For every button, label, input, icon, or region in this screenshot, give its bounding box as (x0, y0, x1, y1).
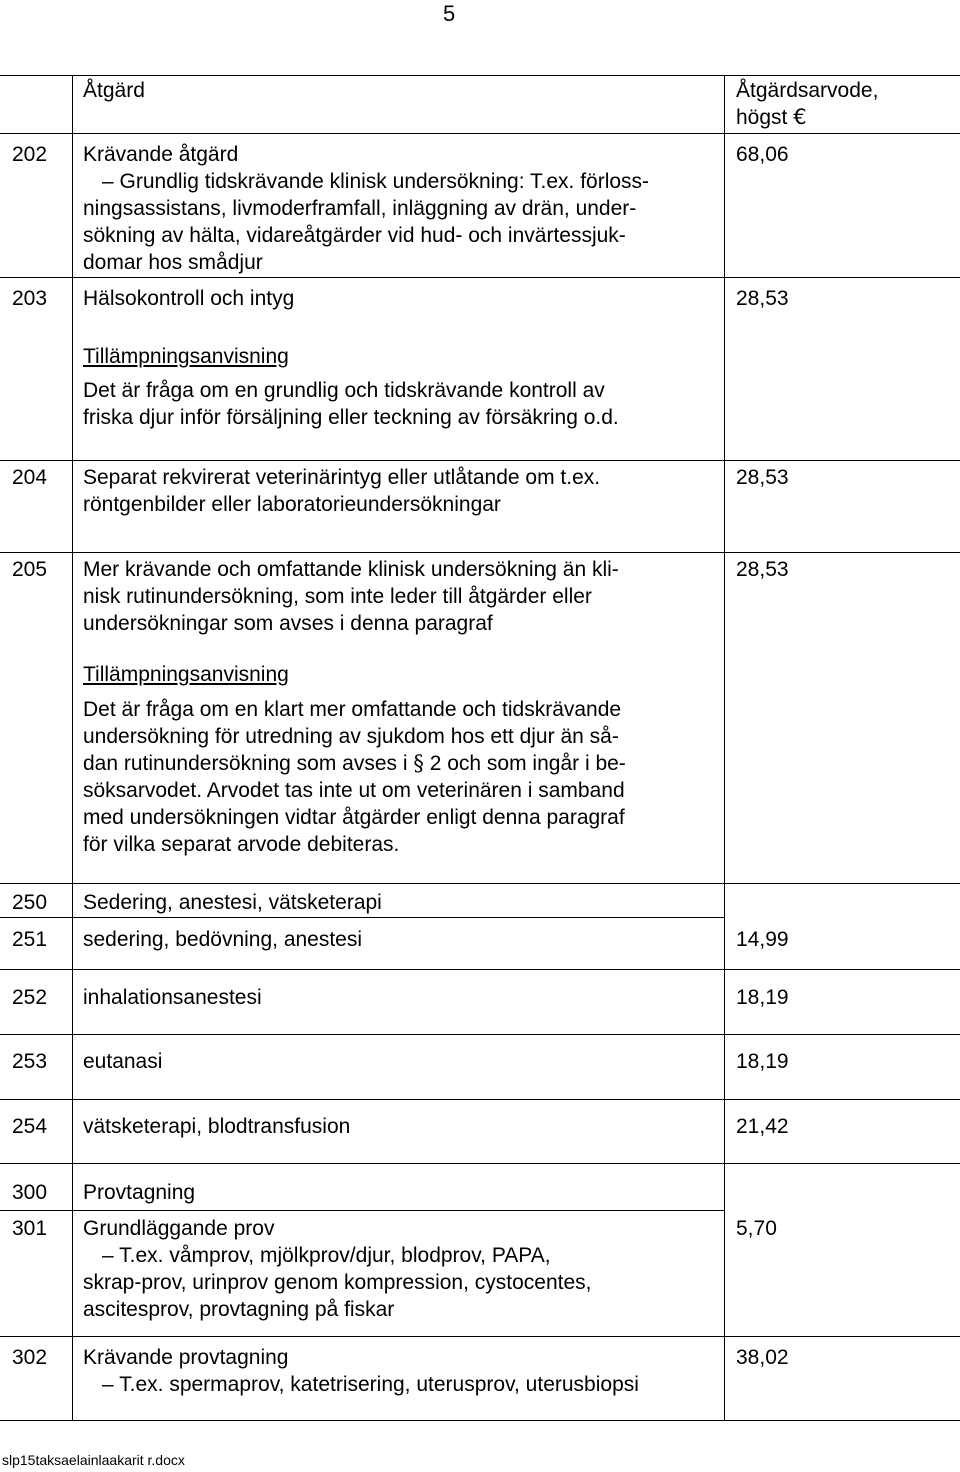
row-253-title: eutanasi (83, 1050, 163, 1073)
row-254-code: 254 (12, 1115, 48, 1138)
table-top-rule (0, 75, 960, 76)
section-sign: § (413, 751, 424, 775)
row-252-fee: 18,19 (736, 986, 789, 1009)
row-301-code: 301 (12, 1217, 48, 1240)
euro-sign: € (793, 105, 807, 129)
row-rule-252 (0, 1034, 960, 1035)
table-header-rule (0, 133, 960, 134)
row-302-fee: 38,02 (736, 1346, 789, 1369)
row-300-code: 300 (12, 1181, 48, 1204)
row-rule-254 (0, 1163, 960, 1164)
row-300-title: Provtagning (83, 1181, 196, 1204)
row-251-code: 251 (12, 928, 48, 951)
row-250-code: 250 (12, 891, 48, 914)
row-302-description: Krävande provtagning – T.ex. spermaprov, katetrisering, uterusprov, uterusbiopsi (83, 1346, 639, 1396)
table-bottom-rule (0, 1420, 960, 1421)
row-203-note: Det är fråga om en grundlig och tidskrävande kontroll av friska djur inför försäljning eller teckning av försäkring o.d. (83, 379, 619, 429)
row-rule-205 (0, 883, 960, 884)
row-252-title: inhalationsanestesi (83, 986, 262, 1009)
row-rule-300 (0, 1210, 724, 1211)
column-header-action: Åtgärd (83, 79, 145, 102)
row-254-fee: 21,42 (736, 1115, 789, 1138)
row-250-title: Sedering, anestesi, vätsketerapi (83, 891, 382, 914)
row-rule-203 (0, 460, 960, 461)
row-301-fee: 5,70 (736, 1217, 777, 1240)
row-202-description: Krävande åtgärd – Grundlig tidskrävande klinisk undersökning: T.ex. förloss- ningsassistans, livmoderframfall, inläggning av drän, under- sökning av hälta, vidareåtgärder vid hud- och invärtessjuk- domar hos smådjur (83, 143, 650, 274)
row-252-code: 252 (12, 986, 48, 1009)
row-251-fee: 14,99 (736, 928, 789, 951)
row-205-fee: 28,53 (736, 558, 789, 581)
row-rule-251 (0, 969, 960, 970)
row-204-description: Separat rekvirerat veterinärintyg eller utlåtande om t.ex. röntgenbilder eller laboratorieundersökningar (83, 466, 601, 516)
row-204-fee: 28,53 (736, 466, 789, 489)
row-302-code: 302 (12, 1346, 48, 1369)
row-rule-250 (0, 917, 724, 918)
row-204-code: 204 (12, 466, 48, 489)
row-203-title: Hälsokontroll och intyg (83, 287, 295, 310)
row-rule-202 (0, 277, 960, 278)
row-205-note-heading: Tillämpningsanvisning (83, 663, 289, 686)
row-253-fee: 18,19 (736, 1050, 789, 1073)
column-header-fee (736, 77, 878, 131)
row-205-note: Det är fråga om en klart mer omfattande och tidskrävande undersökning för utredning av sjukdom hos ett djur än så- dan rutinundersökning som avses i § 2 och som ingår i be- söksarvodet. Arvodet tas inte ut om veterinären i samband med undersökningen vidtar åtgärder enligt denna paragraf för vilka separat arvode debiteras. (83, 698, 626, 856)
footer-filename: slp15taksaelainlaakarit r.docx (2, 1452, 185, 1468)
row-203-code: 203 (12, 287, 48, 310)
row-203-note-heading: Tillämpningsanvisning (83, 345, 289, 368)
page-number: 5 (443, 1, 456, 26)
row-203-fee: 28,53 (736, 287, 789, 310)
row-rule-204 (0, 552, 960, 553)
row-254-title: vätsketerapi, blodtransfusion (83, 1115, 351, 1138)
row-202-fee: 68,06 (736, 143, 789, 166)
row-251-title: sedering, bedövning, anestesi (83, 928, 363, 951)
row-301-description: Grundläggande prov – T.ex. våmprov, mjölkprov/djur, blodprov, PAPA, skrap-prov, urinprov genom kompression, cystocentes, ascitesprov, provtagning på fiskar (83, 1217, 592, 1321)
row-253-code: 253 (12, 1050, 48, 1073)
row-205-description: Mer krävande och omfattande klinisk undersökning än kli- nisk rutinundersökning, som inte leder till åtgärder eller undersökningar som avses i denna paragraf (83, 558, 619, 635)
row-rule-301 (0, 1336, 960, 1337)
row-205-code: 205 (12, 558, 48, 581)
column-header-fee-line1: Åtgärdsarvode, (736, 79, 879, 102)
row-202-code: 202 (12, 143, 48, 166)
column-header-fee-line2: högst € (736, 105, 807, 129)
row-rule-253 (0, 1099, 960, 1100)
